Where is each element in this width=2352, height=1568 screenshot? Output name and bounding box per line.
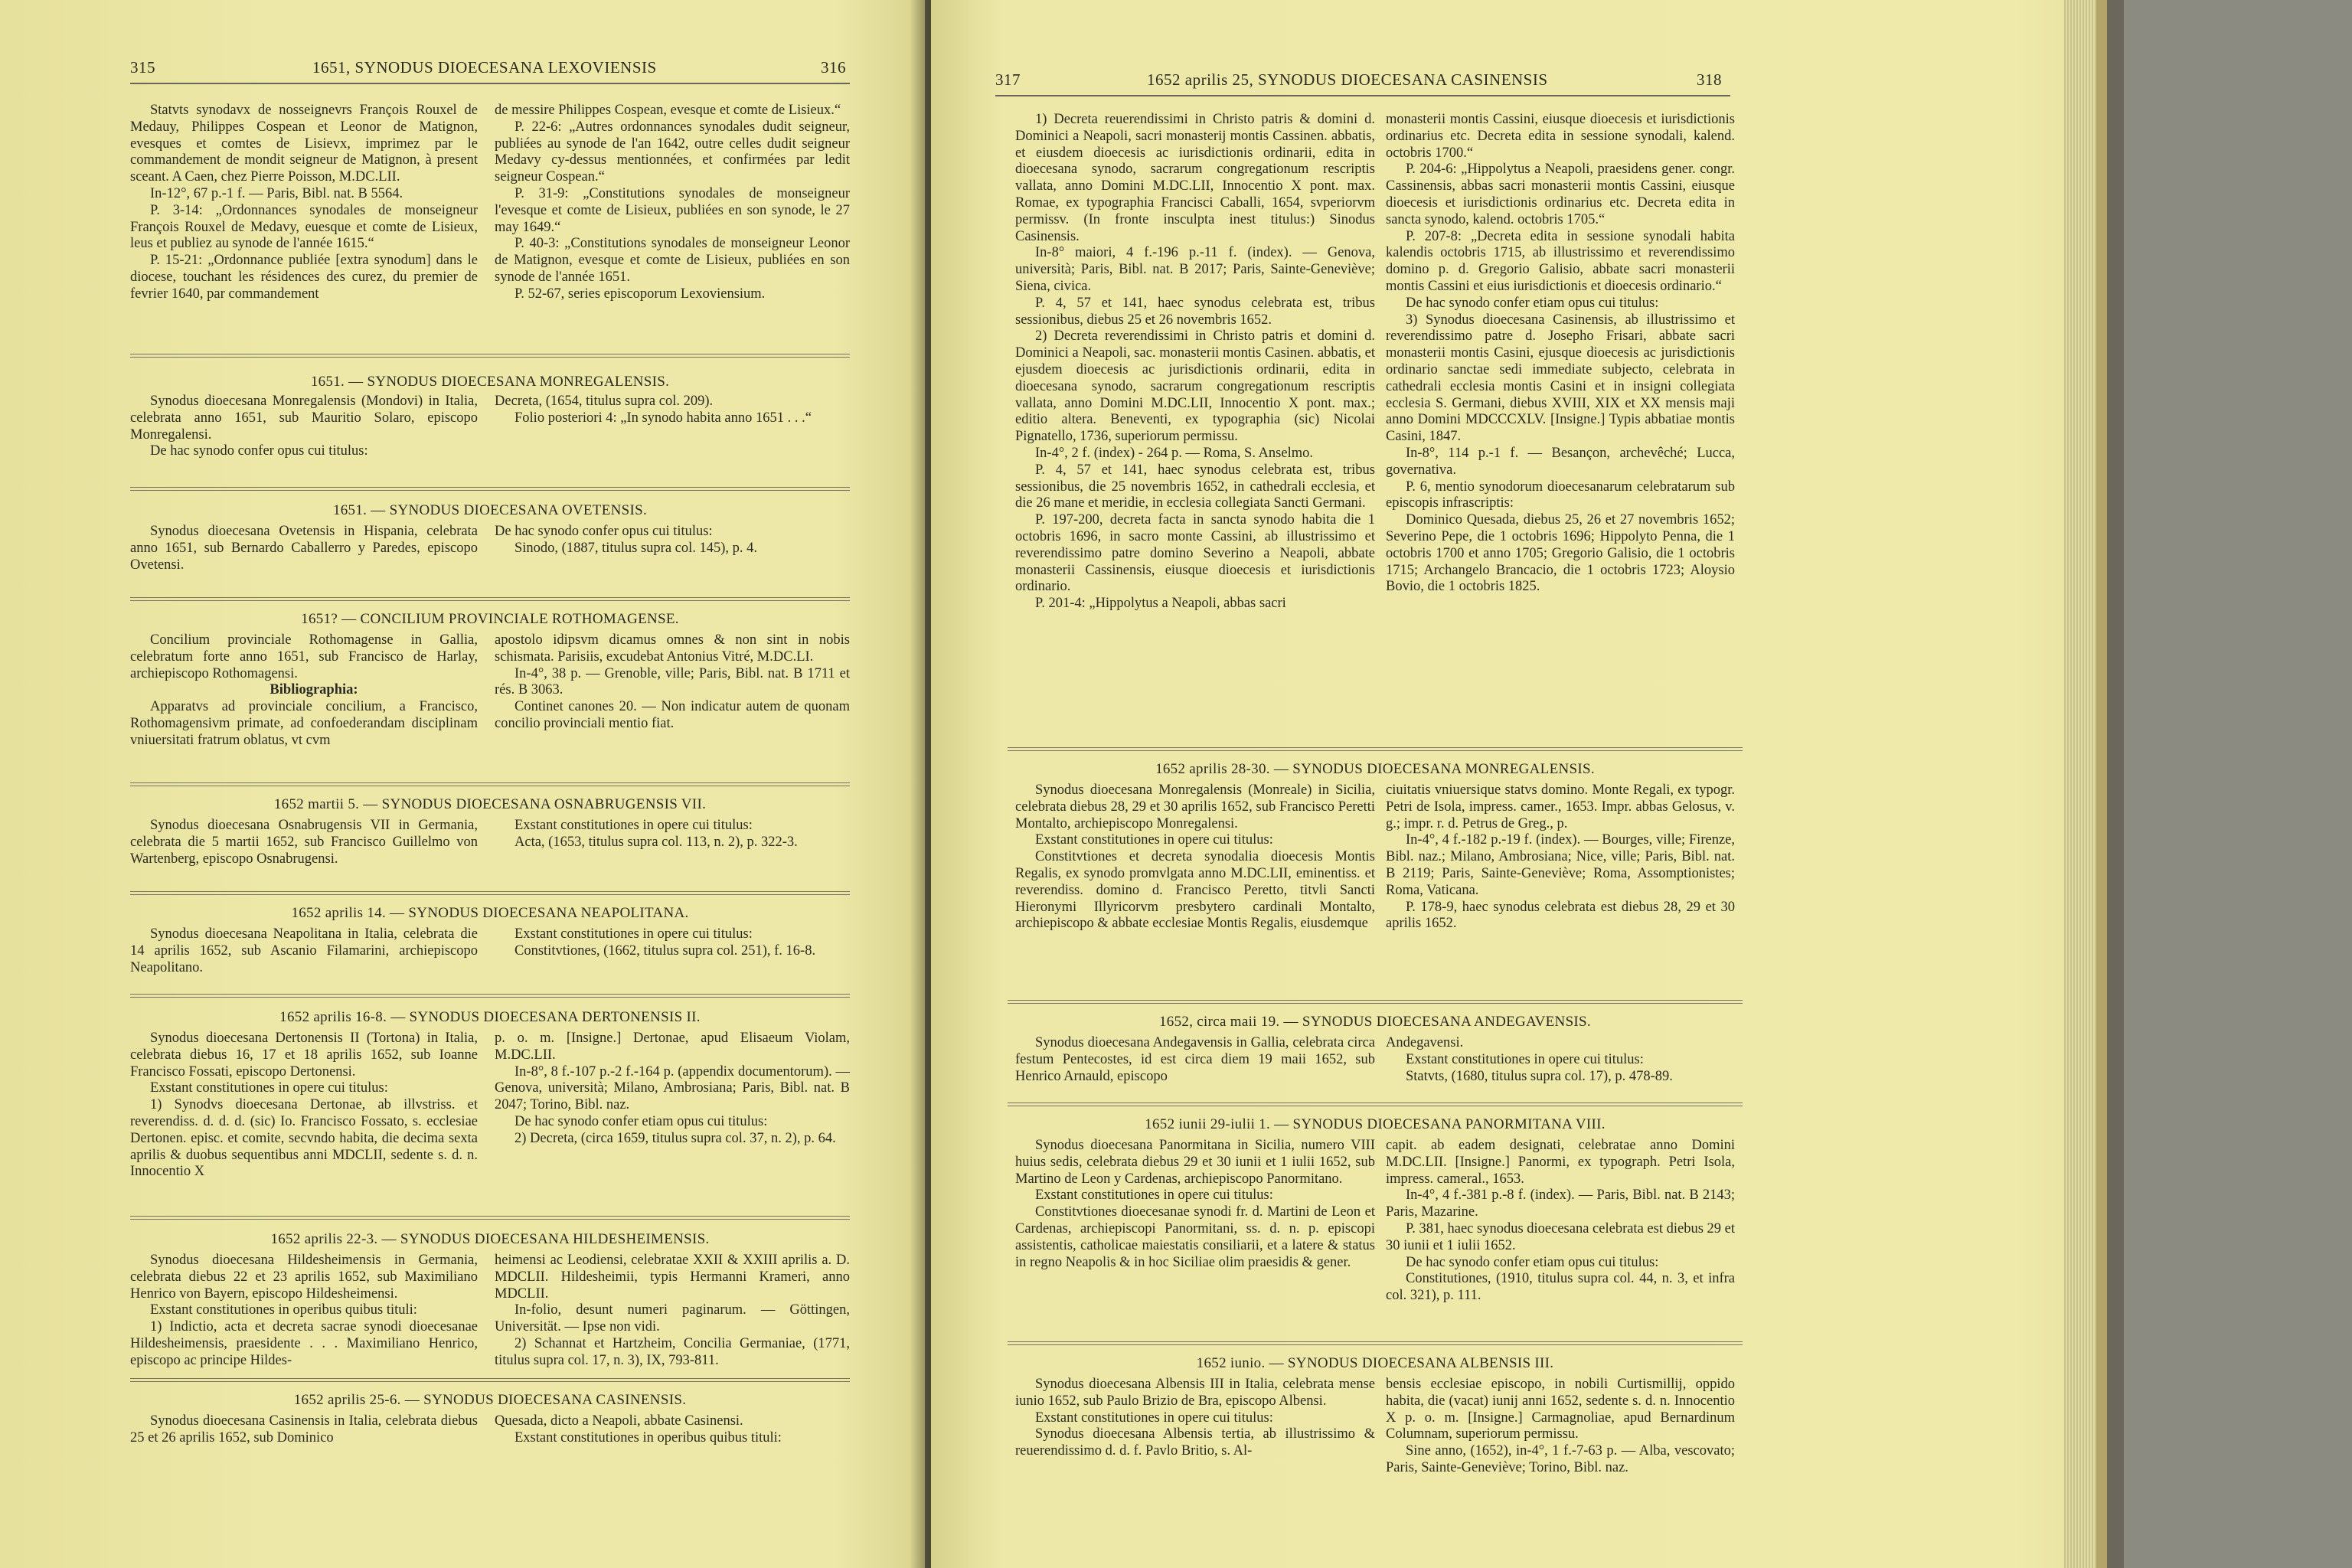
- paragraph: de messire Philippes Cospean, evesque et comte de Lisieux.“: [495, 103, 841, 118]
- section-title: 1652 aprilis 25-6. — SYNODUS DIOECESANA CASINENSIS.: [293, 1392, 687, 1408]
- paragraph: Andegavensi.: [1386, 1035, 1464, 1050]
- paragraph: In-8° maiori, 4 f.-196 p.-11 f. (index). — Genova, università; Paris, Bibl. nat. B 2017; Paris, Sainte-Geneviève; Siena, civica.: [1015, 245, 1375, 294]
- paragraph: 2) Decreta reverendissimi in Christo patris et domini d. Dominici a Neapoli, sac. monasterii montis Casinen. abbatis, et ejusdem dioecesis ac jurisdictionis ordinarii, edita in dioecesana synodo, sacrarum congregationum rescriptis vallata, anno Domini M.DC.LII, Innocentio X pont. max.; editio altera. Beneventi, ex typographia (sic) Nicolai Pignatello, 1736, superiorum permissu.: [1015, 328, 1375, 445]
- paragraph: In-4°, 38 p. — Grenoble, ville; Paris, Bibl. nat. B 1711 et rés. B 3063.: [495, 665, 850, 698]
- paragraph: Folio posteriori 4: „In synodo habita anno 1651 . . .“: [514, 410, 812, 426]
- paragraph: P. 3-14: „Ordonnances synodales de monseigneur François Rouxel de Medavy, euesque et comte de Lisieux, leus et publiez au synode de l'année 1615.“: [130, 202, 478, 252]
- section-col2: [1386, 782, 1735, 933]
- paragraph: Statvts synodavx de nosseignevrs François Rouxel de Medauy, Philippes Cospean et Leonor de Matignon, evesques et comtes de Lisievx, imprimez par le commandement de mondit seigneur de Matignon, à present sceant. A Caen, chez Pierre Poisson, M.DC.LII.: [130, 103, 478, 185]
- background-board: [2107, 0, 2352, 1568]
- paragraph: P. 6, mentio synodorum dioecesanarum celebratarum sub episcopis infrascriptis:: [1386, 479, 1735, 511]
- paragraph: Exstant constitutiones in opere cui titulus:: [150, 1080, 388, 1096]
- section-col1: [1015, 782, 1375, 933]
- section-title: 1652 aprilis 28-30. — SYNODUS DIOECESANA MONREGALENSIS.: [1155, 761, 1595, 777]
- page-number-318: 318: [1697, 70, 1722, 89]
- section-col1: [130, 1031, 478, 1181]
- header-rule: [995, 95, 1730, 96]
- section-col2: [1386, 1138, 1735, 1305]
- paragraph: monasterii montis Cassini, eiusque dioecesis et iurisdictionis ordinarius etc. Decreta edita in sessione synodali, kalend. octobris 1700.“: [1386, 112, 1735, 161]
- paragraph: P. 4, 57 et 141, haec synodus celebrata est, tribus sessionibus, die 25 novembris 1652, in cathedrali ecclesia, et die 26 mane et meridie, in ecclesia collegiata Sancti Germani.: [1015, 462, 1375, 511]
- section-rule: [1008, 747, 1743, 751]
- paragraph: P. 31-9: „Constitutions synodales de monseigneur l'evesque et comte de Lisieux, publiées en son synode, le 27 may 1649.“: [495, 185, 850, 235]
- paragraph: De hac synodo confer opus cui titulus:: [150, 443, 368, 459]
- paragraph: Synodus dioecesana Albensis III in Italia, celebrata mense iunio 1652, sub Paulo Brizio de Bra, episcopo Albensi.: [1015, 1377, 1375, 1409]
- section-title: 1651. — SYNODUS DIOECESANA OVETENSIS.: [332, 502, 648, 518]
- paragraph: 2) Schannat et Hartzheim, Concilia Germaniae, (1771, titulus supra col. 17, n. 3), IX, 793-811.: [495, 1335, 850, 1368]
- running-title-left: 1651, SYNODUS DIOECESANA LEXOVIENSIS: [312, 58, 657, 77]
- paragraph: Synodus dioecesana Monregalensis (Mondovi) in Italia, celebrata anno 1651, sub Mauritio Solaro, episcopo Monregalensi.: [130, 394, 478, 443]
- paragraph: P. 204-6: „Hippolytus a Neapoli, praesidens gener. congr. Cassinensis, abbas sacri monasterii montis Cassini, eiusque dioecesis et iurisdictionis ordinarius etc. Decreta edita in sancta synodo, kalend. octobris 1705.“: [1386, 162, 1735, 227]
- section-col2: [495, 632, 850, 733]
- paragraph: Concilium provinciale Rothomagense in Gallia, celebratum forte anno 1651, sub Francisco de Harlay, archiepiscopo Rothomagensi.: [130, 632, 478, 681]
- paragraph: 2) Decreta, (circa 1659, titulus supra col. 37, n. 2), p. 64.: [514, 1130, 836, 1146]
- paragraph: P. 201-4: „Hippolytus a Neapoli, abbas sacri: [1035, 596, 1286, 612]
- paragraph: Synodus dioecesana Neapolitana in Italia, celebrata die 14 aprilis 1652, sub Ascanio Filamarini, archiepiscopo Neapolitano.: [130, 926, 478, 975]
- paragraph: P. 40-3: „Constitutions synodales de monseigneur Leonor de Matignon, evesque et comte de Lisieux, publiées en son synode de l'année 1651.: [495, 236, 850, 285]
- paragraph: Constitutiones, (1910, titulus supra col. 44, n. 3, et infra col. 321), p. 111.: [1386, 1271, 1735, 1304]
- section-title: 1652 aprilis 22-3. — SYNODUS DIOECESANA HILDESHEIMENSIS.: [270, 1231, 710, 1247]
- paragraph: De hac synodo confer etiam opus cui titulus:: [1406, 1254, 1659, 1270]
- paragraph: P. 4, 57 et 141, haec synodus celebrata est, tribus sessionibus, diebus 25 et 26 novembris 1652.: [1015, 295, 1375, 328]
- paragraph: Synodus dioecesana Panormitana in Sicilia, numero VIII huius sedis, celebrata diebus 29 et 30 iunii et 1 iulii 1652, sub Martino de Leon y Cardenas, archiepiscopo Panormitano.: [1015, 1138, 1375, 1187]
- paragraph: In-4°, 4 f.-381 p.-8 f. (index). — Paris, Bibl. nat. B 2143; Paris, Mazarine.: [1386, 1187, 1735, 1220]
- paragraph: Constitvtiones et decreta synodalia dioecesis Montis Regalis, ex synodo promvlgata anno M.DC.LII, eminentiss. et reverendiss. domino d. Francisco Peretto, titvli Sancti Hieronymi Illyricorvm presbytero cardinali Montalto, archiepiscopo & abbate ecclesiae Montis Regalis, eiusdemque: [1015, 849, 1375, 932]
- casinensis-col2: [1386, 112, 1735, 596]
- section-rule: [130, 597, 850, 601]
- section-title: 1652, circa maii 19. — SYNODUS DIOECESANA ANDEGAVENSIS.: [1159, 1014, 1591, 1030]
- section-rule: [130, 1378, 850, 1382]
- paragraph: Synodus dioecesana Osnabrugensis VII in Germania, celebrata die 5 martii 1652, sub Francisco Guillelmo von Wartenberg, episcopo Osnabrugensi.: [130, 818, 478, 867]
- section-col2: [1386, 1035, 1735, 1085]
- casinensis-col1: [1015, 112, 1375, 612]
- section-rule: [130, 1216, 850, 1220]
- paragraph: P. 178-9, haec synodus celebrata est diebus 28, 29 et 30 aprilis 1652.: [1386, 899, 1735, 932]
- paragraph: Synodus dioecesana Ovetensis in Hispania, celebrata anno 1651, sub Bernardo Caballerro y Paredes, episcopo Ovetensi.: [130, 524, 478, 573]
- section-col2: [495, 394, 850, 427]
- paragraph: In-4°, 4 f.-182 p.-19 f. (index). — Bourges, ville; Firenze, Bibl. naz.; Milano, Ambrosiana; Nice, ville; Paris, Bibl. nat. B 2119; Paris, Sainte-Geneviève; Roma, Assomptionistes; Roma, Vaticana.: [1386, 832, 1735, 898]
- section-title: 1651? — CONCILIUM PROVINCIALE ROTHOMAGENSE.: [301, 611, 679, 627]
- section-col1: [1015, 1138, 1375, 1271]
- page-number-316: 316: [821, 58, 846, 77]
- page-number-315: 315: [130, 58, 155, 77]
- paragraph: Synodus dioecesana Dertonensis II (Tortona) in Italia, celebrata diebus 16, 17 et 18 aprilis 1652, sub Ioanne Francisco Fossati, episcopo Dertonensi.: [130, 1031, 478, 1080]
- paragraph: Continet canones 20. — Non indicatur autem de quonam concilio provinciali mentio fiat.: [495, 699, 850, 731]
- paragraph: Synodus dioecesana Hildesheimensis in Germania, celebrata diebus 22 et 23 aprilis 1652, sub Maximiliano Henrico von Bayern, episcopo Hildesheimensi.: [130, 1253, 478, 1302]
- section-rule: [130, 354, 850, 358]
- section-rule: [130, 994, 850, 998]
- paragraph: apostolo idipsvm dicamus omnes & non sint in nobis schismata. Parisiis, excudebat Antonius Vitré, M.DC.LI.: [495, 632, 850, 665]
- paragraph: In-4°, 2 f. (index) - 264 p. — Roma, S. Anselmo.: [1035, 445, 1313, 461]
- paragraph: Statvts, (1680, titulus supra col. 17), p. 478-89.: [1406, 1068, 1673, 1084]
- paragraph: In-folio, desunt numeri paginarum. — Göttingen, Universität. — Ipse non vidi.: [495, 1302, 850, 1335]
- paragraph: ciuitatis vniuersique statvs domino. Monte Regali, ex typogr. Petri de Isola, impress. camer., 1653. Impr. abbas Gelosus, v. g.; impr. r. d. Petrus de Greg., p.: [1386, 782, 1735, 831]
- page-number-317: 317: [995, 70, 1021, 89]
- section-col2: [495, 1253, 850, 1370]
- section-title: 1652 iunii 29-iulii 1. — SYNODUS DIOECESANA PANORMITANA VIII.: [1145, 1116, 1606, 1132]
- paragraph: In-8°, 114 p.-1 f. — Besançon, archevêché; Lucca, governativa.: [1386, 445, 1735, 478]
- paragraph: 1) Indictio, acta et decreta sacrae synodi dioecesanae Hildesheimensis, praesidente . . . Maximiliano Henrico, episcopo ac principe Hildes-: [130, 1319, 478, 1368]
- section-col2: [495, 1413, 850, 1447]
- paragraph: Exstant constitutiones in opere cui titulus:: [1406, 1051, 1644, 1067]
- section-rule: [130, 487, 850, 491]
- section-col1: [130, 524, 478, 573]
- paragraph: Exstant constitutiones in operibus quibus tituli:: [514, 1429, 782, 1446]
- section-rule: [130, 891, 850, 895]
- paragraph: 1) Decreta reuerendissimi in Christo patris & domini d. Dominici a Neapoli, sacri monasterij montis Cassinen. abbatis, et eiusdem dioecesis ac iurisdictionis ordinarii, edita in dioecesana synodo, sacrarum congregationum rescriptis vallata, anno Domini M.DC.LII, Innocentio X pont. max. Romae, ex typographia Francisci Caballi, 1654, svperiorvm permissv. (In fronte insculpta inest titulus:) Sinodus Casinensis.: [1015, 112, 1375, 244]
- paragraph: P. 381, haec synodus dioecesana celebrata est diebus 29 et 30 iunii et 1 iulii 1652.: [1386, 1220, 1735, 1253]
- left-page: [0, 0, 925, 1568]
- header-rule: [130, 83, 850, 84]
- section-col1: [1015, 1377, 1375, 1460]
- paragraph: Constitvtiones, (1662, titulus supra col. 251), f. 16-8.: [514, 942, 816, 959]
- section-col1: [130, 632, 478, 750]
- section-title: 1652 martii 5. — SYNODUS DIOECESANA OSNABRUGENSIS VII.: [273, 796, 707, 812]
- section-col2: [495, 524, 850, 557]
- section-col2: [1386, 1377, 1735, 1477]
- paragraph: capit. ab eadem designati, celebratae anno Domini M.DC.LII. [Insigne.] Panormi, ex typograph. Petri Isola, impress. cameral., 1653.: [1386, 1138, 1735, 1187]
- section-title: 1652 iunio. — SYNODUS DIOECESANA ALBENSIS III.: [1196, 1355, 1554, 1371]
- paragraph: 1) Synodvs dioecesana Dertonae, ab illvstriss. et reverendiss. d. d. d. (sic) Io. Francisco Fossato, s. ecclesiae Dertonen. episc. et comite, secvndo habita, die decima sexta aprilis & duobus sequentibus anni MDCLII, sedente s. d. n. Innocentio X: [130, 1097, 478, 1180]
- right-page: [931, 0, 2107, 1568]
- paragraph: Dominico Quesada, diebus 25, 26 et 27 novembris 1652; Severino Pepe, die 1 octobris 1696; Hippolyto Penna, die 1 octobris 1700 et anno 1705; Gregorio Galisio, die 1 octobris 1715; Archangelo Brancacio, die 1 octobris 1723; Aloysio Bovio, die 1 octobris 1825.: [1386, 512, 1735, 595]
- paragraph: De hac synodo confer etiam opus cui titulus:: [1406, 295, 1659, 311]
- paragraph: Quesada, dicto a Neapoli, abbate Casinensi.: [495, 1413, 743, 1429]
- paragraph: P. 52-67, series episcoporum Lexoviensium.: [514, 286, 766, 302]
- paragraph: Synodus dioecesana Andegavensis in Gallia, celebrata circa festum Pentecostes, id est circa diem 19 maii 1652, sub Henrico Arnauld, episcopo: [1015, 1035, 1375, 1084]
- paragraph: 3) Synodus dioecesana Casinensis, ab illustrissimo et reverendissimo patre d. Josepho Frisari, abbate sacri monasterii montis Casini, ejusque dioecesis ac jurisdictionis ordinario sanctae sedi immediate subjecto, celebrata in cathedrali ecclesia montis Casini et in insigni collegiata ecclesia S. Germani, diebus XVIII, XIX et XX mensis maji anno Domini MDCCCXLV. [Insigne.] Typis abbatiae montis Casini, 1847.: [1386, 312, 1735, 445]
- lexoviensis-col1: [130, 103, 478, 303]
- paragraph: P. 22-6: „Autres ordonnances synodales dudit seigneur, publiées au synode de l'an 1642, outre celles dudit seigneur Medavy cy-dessus mentionnées, et confirmées par ledit seigneur Cospean.“: [495, 119, 850, 185]
- paragraph: Decreta, (1654, titulus supra col. 209).: [495, 394, 714, 409]
- section-col1: [130, 1413, 478, 1447]
- paragraph: p. o. m. [Insigne.] Dertonae, apud Elisaeum Violam, M.DC.LII.: [495, 1031, 850, 1063]
- section-col1: [1015, 1035, 1375, 1085]
- paragraph: bensis ecclesiae episcopo, in nobili Curtismillij, oppido habita, die (vacat) iunij anni 1652, sedente s. d. n. Innocentio X p. o. m. [Insigne.] Carmagnoliae, apud Bernardinum Columnam, superiorum permissu.: [1386, 1377, 1735, 1442]
- paragraph: Synodus dioecesana Albensis tertia, ab illustrissimo & reuerendissimo d. d. f. Pavlo Britio, s. Al-: [1015, 1426, 1375, 1459]
- paragraph: In-8°, 8 f.-107 p.-2 f.-164 p. (appendix documentorum). — Genova, università; Milano, Ambrosiana; Paris, Bibl. nat. B 2047; Torino, Bibl. naz.: [495, 1063, 850, 1113]
- section-col1: [130, 926, 478, 976]
- section-col2: [495, 926, 850, 960]
- lexoviensis-col2: [495, 103, 850, 303]
- section-col1: [130, 1253, 478, 1370]
- paragraph: Exstant constitutiones in opere cui titulus:: [1035, 1410, 1273, 1426]
- section-rule: [130, 782, 850, 786]
- paragraph: Sinodo, (1887, titulus supra col. 145), p. 4.: [514, 540, 758, 556]
- section-col1: [130, 394, 478, 460]
- section-title: 1652 aprilis 16-8. — SYNODUS DIOECESANA DERTONENSIS II.: [279, 1009, 701, 1025]
- section-title: 1651. — SYNODUS DIOECESANA MONREGALENSIS.: [310, 374, 670, 390]
- paragraph: P. 15-21: „Ordonnance publiée [extra synodum] dans le diocese, touchant les résidences des curez, du premier de fevrier 1640, par commandement: [130, 253, 478, 302]
- paragraph: P. 197-200, decreta facta in sancta synodo habita die 1 octobris 1696, in sacro monte Cassini, ab illustrissimo et reverendissimo patre domino Severino a Neapoli, abbate monasterii Cassinensis, eiusque dioecesis et iurisdictionis ordinario.: [1015, 512, 1375, 595]
- paragraph: Acta, (1653, titulus supra col. 113, n. 2), p. 322-3.: [514, 834, 798, 850]
- paragraph: P. 207-8: „Decreta edita in sessione synodali habita kalendis octobris 1715, ab illustrissimo et reverendissimo domino p. d. Gregorio Galisio, abbate sacri monasterii montis Cassini et eius iurisdictionis et dioecesis ordinario.“: [1386, 228, 1735, 294]
- running-title-right: 1652 aprilis 25, SYNODUS DIOECESANA CASINENSIS: [1147, 70, 1548, 89]
- paragraph: Exstant constitutiones in opere cui titulus:: [514, 926, 753, 942]
- section-rule: [1008, 1102, 1743, 1106]
- section-col1: [130, 818, 478, 867]
- paragraph: Synodus dioecesana Monregalensis (Monreale) in Sicilia, celebrata diebus 28, 29 et 30 aprilis 1652, sub Francisco Peretti Montalto, archiepiscopo Monregalensi.: [1015, 782, 1375, 831]
- section-col2: [495, 818, 850, 851]
- board-frame: [2107, 0, 2124, 1568]
- paragraph: Exstant constitutiones in opere cui titulus:: [1035, 832, 1273, 848]
- section-rule: [1008, 1000, 1743, 1004]
- paragraph: Constitvtiones dioecesanae synodi fr. d. Martini de Leon et Cardenas, archiepiscopi Panormitani, ss. d. n. p. episcopi assistentis, catholicae maiestatis consiliarii, et a latere & status in regno Neapolis & in hoc Siciliae olim praesidis & gener.: [1015, 1204, 1375, 1270]
- paragraph: Exstant constitutiones in opere cui titulus:: [1035, 1187, 1273, 1204]
- bibliographia-heading: Bibliographia:: [270, 682, 358, 698]
- section-rule: [1008, 1341, 1743, 1345]
- paragraph: Exstant constitutiones in operibus quibus tituli:: [150, 1302, 417, 1318]
- paragraph: De hac synodo confer opus cui titulus:: [495, 524, 713, 539]
- paragraph: Synodus dioecesana Casinensis in Italia, celebrata diebus 25 et 26 aprilis 1652, sub Dominico: [130, 1413, 478, 1446]
- paragraph: De hac synodo confer etiam opus cui titulus:: [514, 1113, 768, 1129]
- paragraph: Sine anno, (1652), in-4°, 1 f.-7-63 p. — Alba, vescovato; Paris, Sainte-Geneviève; Torino, Bibl. naz.: [1386, 1443, 1735, 1475]
- section-title: 1652 aprilis 14. — SYNODUS DIOECESANA NEAPOLITANA.: [291, 905, 689, 921]
- paragraph: heimensi ac Leodiensi, celebratae XXII & XXIII aprilis a. D. MDCLII. Hildesheimii, typis Hermanni Krameri, anno MDCLII.: [495, 1253, 850, 1302]
- paragraph: Apparatvs ad provinciale concilium, a Francisco, Rothomagensivm primate, ad confoederandam disciplinam vniuersitati fratrum oblatus, vt cvm: [130, 699, 478, 748]
- section-col2: [495, 1031, 850, 1148]
- paragraph: In-12°, 67 p.-1 f. — Paris, Bibl. nat. B 5564.: [150, 185, 403, 201]
- paragraph: Exstant constitutiones in opere cui titulus:: [514, 818, 753, 833]
